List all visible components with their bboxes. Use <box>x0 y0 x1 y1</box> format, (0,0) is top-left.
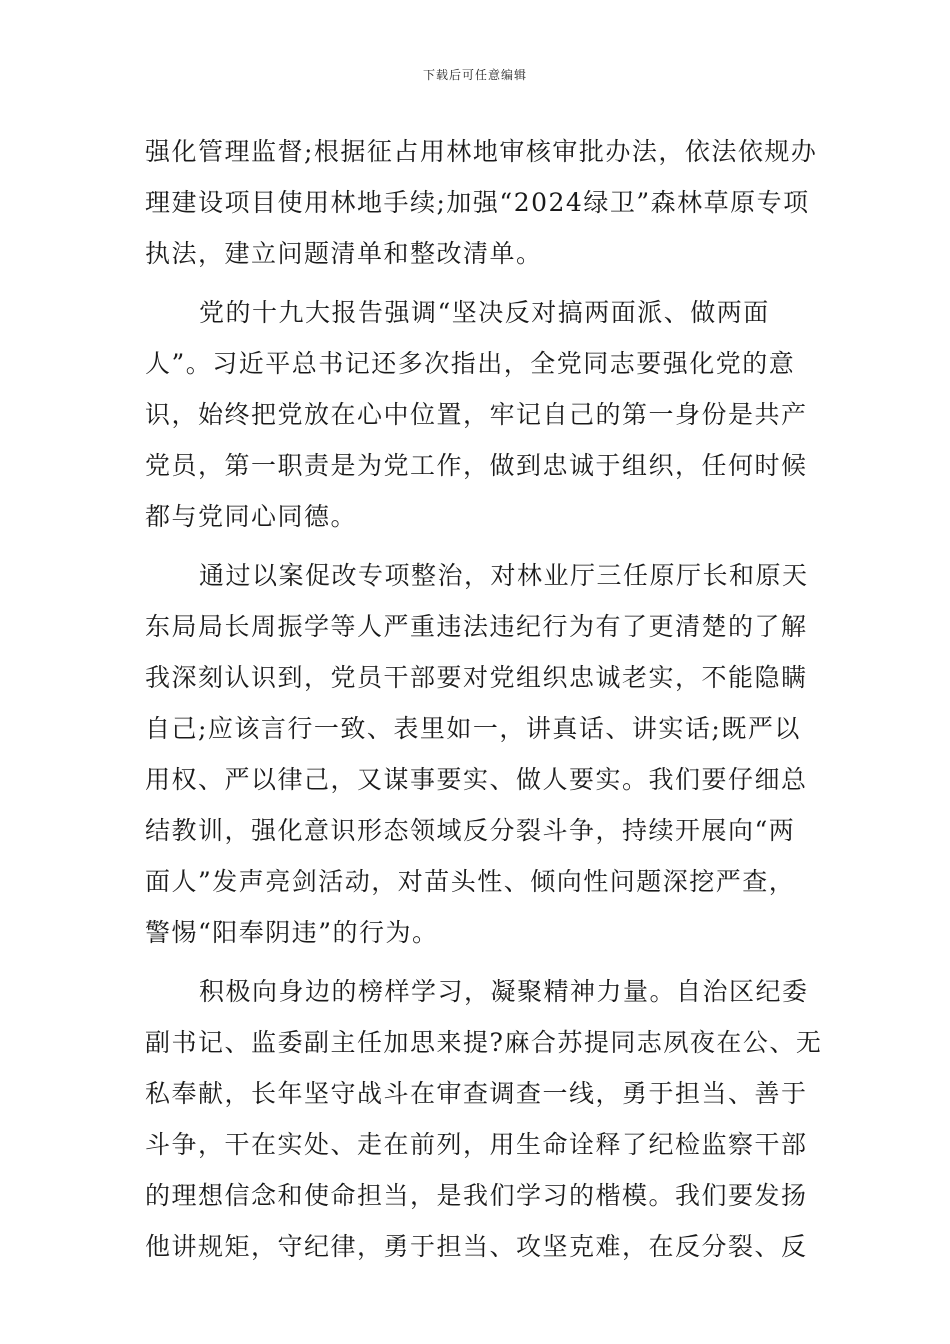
paragraph-line: 我深刻认识到，党员干部要对党组织忠诚老实，不能隐瞒 <box>145 663 808 692</box>
paragraph-line: 私奉献，长年坚守战斗在审查调查一线，勇于担当、善于 <box>145 1079 808 1108</box>
paragraph-line: 结教训，强化意识形态领域反分裂斗争，持续开展向“两 <box>145 816 796 845</box>
paragraph-line: 理建设项目使用林地手续;加强“2024绿卫”森林草原专项 <box>145 188 810 217</box>
paragraph-line: 人”。习近平总书记还多次指出，全党同志要强化党的意 <box>145 349 796 378</box>
paragraph-line: 自己;应该言行一致、表里如一，讲真话、讲实话;既严以 <box>145 714 801 743</box>
paragraph-line: 执法，建立问题清单和整改清单。 <box>145 239 543 268</box>
paragraph-line: 的理想信念和使命担当，是我们学习的楷模。我们要发扬 <box>145 1181 808 1210</box>
paragraph-line: 斗争，干在实处、走在前列，用生命诠释了纪检监察干部 <box>145 1130 808 1159</box>
paragraph-line: 党员，第一职责是为党工作，做到忠诚于组织，任何时候 <box>145 451 808 480</box>
page-header: 下载后可任意编辑 <box>422 68 527 82</box>
paragraph-line: 积极向身边的榜样学习，凝聚精神力量。自治区纪委 <box>199 977 809 1006</box>
paragraph-line: 通过以案促改专项整治，对林业厅三任原厅长和原天 <box>199 561 809 590</box>
document-body <box>145 126 823 1272</box>
paragraph-3 <box>145 550 809 958</box>
paragraph-line: 东局局长周振学等人严重违法违纪行为有了更清楚的了解 <box>145 612 808 641</box>
paragraph-line: 用权、严以律己，又谋事要实、做人要实。我们要仔细总 <box>145 765 808 794</box>
paragraph-line: 副书记、监委副主任加思来提?麻合苏提同志夙夜在公、无 <box>145 1028 823 1057</box>
paragraph-line: 面人”发声亮剑活动，对苗头性、倾向性问题深挖严查， <box>145 867 796 896</box>
paragraph-line: 都与党同心同德。 <box>145 502 358 531</box>
paragraph-line: 识，始终把党放在心中位置，牢记自己的第一身份是共产 <box>145 400 808 429</box>
paragraph-line: 警惕“阳奉阴违”的行为。 <box>145 918 439 947</box>
paragraph-line: 强化管理监督;根据征占用林地审核审批办法，依法依规办 <box>145 137 818 166</box>
paragraph-2 <box>145 287 809 542</box>
paragraph-line: 他讲规矩，守纪律，勇于担当、攻坚克难，在反分裂、反 <box>145 1232 808 1261</box>
paragraph-line: 党的十九大报告强调“坚决反对搞两面派、做两面 <box>199 298 770 327</box>
paragraph-4 <box>145 966 823 1272</box>
paragraph-1 <box>145 126 818 279</box>
